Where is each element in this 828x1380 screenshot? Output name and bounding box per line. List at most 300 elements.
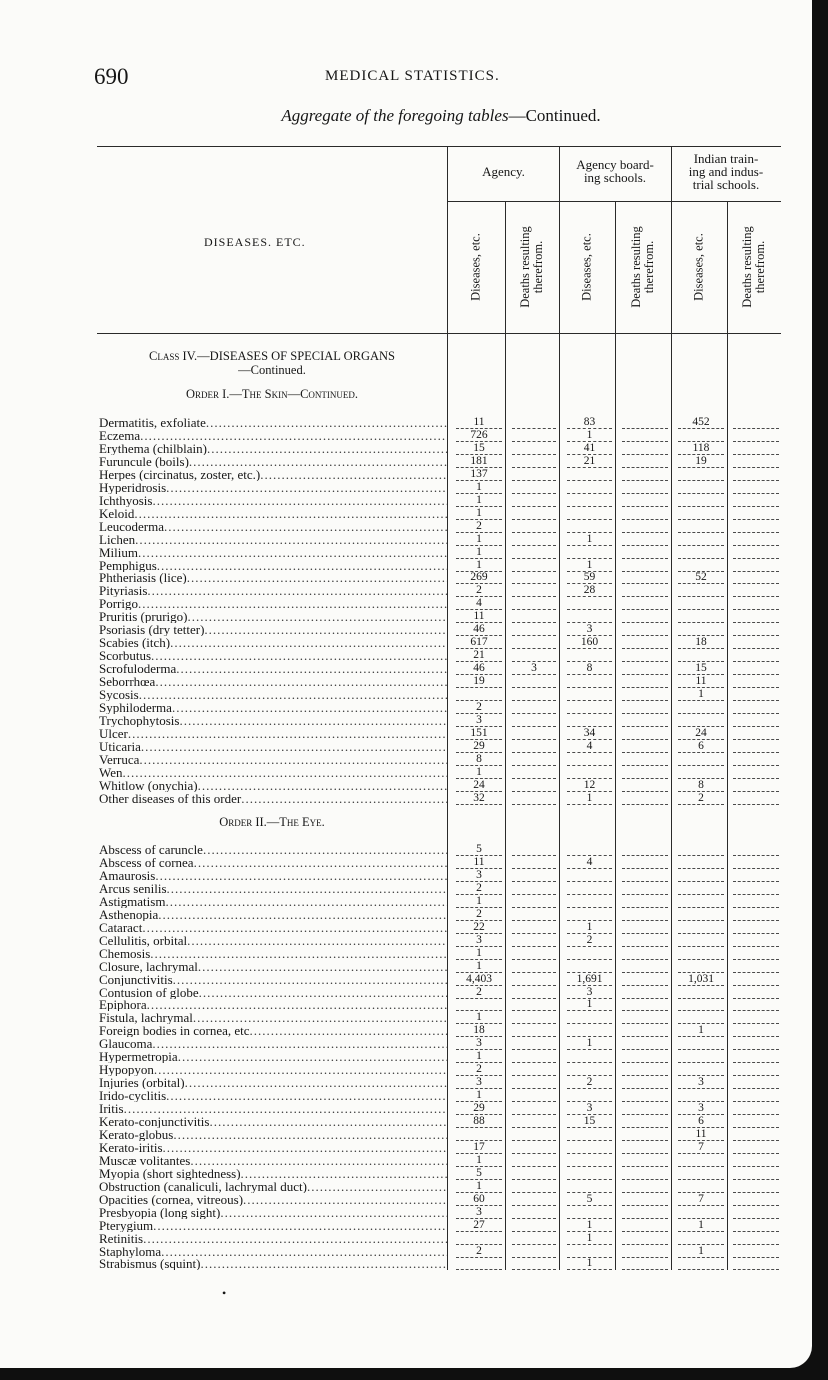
cell-boarding-deaths — [622, 973, 668, 986]
group-header-line: Indian train- — [693, 151, 759, 166]
cell-agency: 3 — [456, 869, 502, 882]
cell-boarding-deaths — [622, 546, 668, 559]
cell-indian — [678, 921, 724, 934]
cell-indian: 1 — [678, 1219, 724, 1232]
disease-label: Epiphora ..... — [99, 998, 447, 1011]
cell-boarding: 12 — [567, 779, 612, 792]
cell-indian — [678, 895, 724, 908]
cell-indian-deaths — [733, 1257, 779, 1270]
cell-agency: 3 — [456, 714, 502, 727]
group-header-indian — [671, 152, 781, 191]
cell-boarding: 1 — [567, 533, 612, 546]
cell-indian: 6 — [678, 1115, 724, 1128]
cell-agency-deaths — [512, 546, 556, 559]
cell-boarding-deaths — [622, 1037, 668, 1050]
cell-indian-deaths — [733, 986, 779, 999]
cell-indian — [678, 998, 724, 1011]
cell-agency-deaths — [512, 571, 556, 584]
cell-boarding — [567, 468, 612, 481]
cell-boarding: 34 — [567, 727, 612, 740]
cell-indian-deaths — [733, 494, 779, 507]
col-heading-indian-deaths — [741, 226, 767, 308]
cell-boarding-deaths — [622, 584, 668, 597]
cell-boarding-deaths — [622, 792, 668, 805]
cell-indian-deaths — [733, 623, 779, 636]
disease-label: Other diseases of this order ..... — [99, 792, 447, 805]
cell-indian-deaths — [733, 1206, 779, 1219]
disease-label: Glaucoma ..... — [99, 1037, 447, 1050]
cell-agency: 1 — [456, 1154, 502, 1167]
cell-agency-deaths — [512, 520, 556, 533]
disease-label: Milium ..... — [99, 546, 447, 559]
cell-indian-deaths — [733, 895, 779, 908]
column-rule — [727, 201, 728, 1270]
cell-agency-deaths — [512, 649, 556, 662]
cell-agency-deaths — [512, 494, 556, 507]
ink-mark: • — [222, 1286, 227, 1300]
cell-boarding-deaths — [622, 1063, 668, 1076]
cell-agency-deaths — [512, 1089, 556, 1102]
cell-boarding — [567, 947, 612, 960]
table-subtitle — [0, 106, 828, 126]
cell-boarding — [567, 688, 612, 701]
cell-indian: 7 — [678, 1141, 724, 1154]
cell-boarding-deaths — [622, 1193, 668, 1206]
cell-agency-deaths — [512, 856, 556, 869]
cell-agency-deaths — [512, 1050, 556, 1063]
group-header-boarding — [559, 158, 671, 184]
cell-indian: 6 — [678, 740, 724, 753]
cell-indian-deaths — [733, 908, 779, 921]
cell-indian: 15 — [678, 662, 724, 675]
cell-boarding — [567, 908, 612, 921]
cell-boarding: 1 — [567, 1219, 612, 1232]
disease-label: Ulcer ..... — [99, 727, 447, 740]
cell-boarding-deaths — [622, 1011, 668, 1024]
cell-boarding-deaths — [622, 1089, 668, 1102]
cell-indian-deaths — [733, 766, 779, 779]
cell-boarding-deaths — [622, 843, 668, 856]
cell-indian: 24 — [678, 727, 724, 740]
cell-agency-deaths — [512, 727, 556, 740]
col-heading-text: Diseases, etc. — [691, 233, 706, 301]
cell-indian-deaths — [733, 1024, 779, 1037]
cell-boarding-deaths — [622, 908, 668, 921]
cell-boarding — [567, 1063, 612, 1076]
cell-indian-deaths — [733, 559, 779, 572]
cell-indian — [678, 869, 724, 882]
disease-label: Presbyopia (long sight) ..... — [99, 1206, 447, 1219]
cell-indian: 7 — [678, 1193, 724, 1206]
cell-boarding: 1 — [567, 559, 612, 572]
cell-indian-deaths — [733, 1011, 779, 1024]
cell-indian — [678, 481, 724, 494]
cell-indian — [678, 429, 724, 442]
cell-indian: 11 — [678, 675, 724, 688]
class-heading — [97, 349, 447, 377]
cell-agency-deaths — [512, 701, 556, 714]
cell-boarding-deaths — [622, 934, 668, 947]
cell-boarding — [567, 1089, 612, 1102]
cell-agency: 88 — [456, 1115, 502, 1128]
cell-boarding-deaths — [622, 520, 668, 533]
cell-agency: 46 — [456, 623, 502, 636]
cell-agency-deaths — [512, 533, 556, 546]
cell-boarding-deaths — [622, 1257, 668, 1270]
cell-agency: 1 — [456, 960, 502, 973]
cell-agency-deaths — [512, 416, 556, 429]
cell-agency: 15 — [456, 442, 502, 455]
cell-boarding-deaths — [622, 494, 668, 507]
cell-boarding-deaths — [622, 416, 668, 429]
cell-agency: 2 — [456, 701, 502, 714]
cell-indian-deaths — [733, 1232, 779, 1245]
disease-label: Scabies (itch) ..... — [99, 636, 447, 649]
group-header-agency — [448, 165, 559, 178]
cell-indian — [678, 986, 724, 999]
cell-boarding-deaths — [622, 779, 668, 792]
cell-boarding-deaths — [622, 468, 668, 481]
cell-agency — [456, 1232, 502, 1245]
diseases-column-heading: DISEASES. ETC. — [204, 235, 306, 249]
disease-label: Chemosis ..... — [99, 947, 447, 960]
cell-boarding-deaths — [622, 571, 668, 584]
cell-indian: 452 — [678, 416, 724, 429]
cell-boarding — [567, 649, 612, 662]
disease-label: Astigmatism ..... — [99, 895, 447, 908]
column-rule — [671, 146, 672, 1270]
disease-label: Abscess of cornea ..... — [99, 856, 447, 869]
cell-indian-deaths — [733, 779, 779, 792]
cell-indian-deaths — [733, 882, 779, 895]
col-heading-text: Deaths resulting — [629, 226, 643, 308]
cell-agency-deaths — [512, 597, 556, 610]
cell-agency: 726 — [456, 429, 502, 442]
cell-boarding-deaths — [622, 649, 668, 662]
cell-agency-deaths — [512, 740, 556, 753]
disease-label: Muscæ volitantes ..... — [99, 1154, 447, 1167]
cell-boarding-deaths — [622, 869, 668, 882]
cell-agency: 2 — [456, 882, 502, 895]
cell-boarding — [567, 1024, 612, 1037]
cell-indian — [678, 520, 724, 533]
cell-agency: 18 — [456, 1024, 502, 1037]
cell-indian-deaths — [733, 1102, 779, 1115]
cell-indian-deaths — [733, 688, 779, 701]
cell-indian-deaths — [733, 947, 779, 960]
cell-agency-deaths — [512, 455, 556, 468]
cell-indian — [678, 559, 724, 572]
cell-indian: 18 — [678, 636, 724, 649]
cell-boarding — [567, 1167, 612, 1180]
cell-agency: 4 — [456, 597, 502, 610]
order-heading-skin: Order I.—The Skin—Continued. — [185, 387, 359, 401]
cell-boarding: 83 — [567, 416, 612, 429]
cell-boarding: 2 — [567, 1076, 612, 1089]
cell-boarding — [567, 1141, 612, 1154]
disease-label: Hyperidrosis ..... — [99, 481, 447, 494]
class-heading-line1 — [97, 349, 447, 363]
cell-indian — [678, 701, 724, 714]
cell-boarding-deaths — [622, 895, 668, 908]
cell-indian — [678, 610, 724, 623]
cell-indian-deaths — [733, 1050, 779, 1063]
cell-boarding: 1 — [567, 998, 612, 1011]
cell-boarding-deaths — [622, 714, 668, 727]
cell-agency: 3 — [456, 1037, 502, 1050]
cell-boarding: 1 — [567, 429, 612, 442]
cell-agency: 19 — [456, 675, 502, 688]
cell-indian: 19 — [678, 455, 724, 468]
class-heading-line2: —Continued. — [238, 363, 306, 377]
cell-boarding-deaths — [622, 662, 668, 675]
cell-agency: 1 — [456, 766, 502, 779]
cell-indian-deaths — [733, 998, 779, 1011]
cell-indian — [678, 1206, 724, 1219]
cell-agency: 2 — [456, 986, 502, 999]
group-header-line: trial schools. — [692, 177, 760, 192]
cell-agency-deaths — [512, 1219, 556, 1232]
disease-label: Staphyloma ..... — [99, 1245, 447, 1258]
disease-label: Kerato-iritis ..... — [99, 1141, 447, 1154]
cell-indian-deaths — [733, 520, 779, 533]
cell-indian: 118 — [678, 442, 724, 455]
cell-agency: 151 — [456, 727, 502, 740]
cell-indian-deaths — [733, 533, 779, 546]
disease-label: Myopia (short sightedness) ..... — [99, 1167, 447, 1180]
disease-label: Pemphigus ..... — [99, 559, 447, 572]
cell-boarding: 2 — [567, 934, 612, 947]
cell-agency-deaths — [512, 429, 556, 442]
disease-label: Herpes (circinatus, zoster, etc.) ..... — [99, 468, 447, 481]
cell-agency: 137 — [456, 468, 502, 481]
disease-label: Scrofuloderma ..... — [99, 662, 447, 675]
cell-indian — [678, 1037, 724, 1050]
cell-boarding-deaths — [622, 766, 668, 779]
cell-indian-deaths — [733, 1193, 779, 1206]
cell-agency: 2 — [456, 520, 502, 533]
cell-indian-deaths — [733, 1037, 779, 1050]
disease-label: Trychophytosis ..... — [99, 714, 447, 727]
cell-agency-deaths — [512, 960, 556, 973]
cell-indian — [678, 1167, 724, 1180]
cell-boarding-deaths — [622, 921, 668, 934]
cell-indian — [678, 649, 724, 662]
cell-boarding-deaths — [622, 507, 668, 520]
cell-boarding: 4 — [567, 856, 612, 869]
cell-boarding — [567, 753, 612, 766]
subtitle-continued: —Continued. — [508, 106, 601, 125]
cell-indian-deaths — [733, 507, 779, 520]
disease-label: Hypermetropia ..... — [99, 1050, 447, 1063]
cell-boarding-deaths — [622, 688, 668, 701]
cell-boarding-deaths — [622, 623, 668, 636]
disease-label: Retinitis ..... — [99, 1232, 447, 1245]
cell-agency: 1 — [456, 494, 502, 507]
cell-agency-deaths — [512, 792, 556, 805]
disease-label: Keloid ..... — [99, 507, 447, 520]
cell-boarding-deaths — [622, 675, 668, 688]
cell-indian-deaths — [733, 1115, 779, 1128]
cell-boarding-deaths — [622, 1115, 668, 1128]
cell-boarding — [567, 895, 612, 908]
cell-indian — [678, 1257, 724, 1270]
cell-agency-deaths — [512, 636, 556, 649]
disease-label: Strabismus (squint) ..... — [99, 1257, 447, 1270]
cell-boarding — [567, 714, 612, 727]
col-heading-text: Deaths resulting — [740, 226, 754, 308]
col-heading-text: Diseases, etc. — [468, 233, 483, 301]
cell-boarding: 3 — [567, 1102, 612, 1115]
cell-boarding — [567, 494, 612, 507]
cell-indian-deaths — [733, 921, 779, 934]
col-heading-text: therefrom. — [531, 240, 545, 294]
cell-boarding-deaths — [622, 856, 668, 869]
cell-indian-deaths — [733, 481, 779, 494]
cell-indian: 11 — [678, 1128, 724, 1141]
col-heading-text: Deaths resulting — [518, 226, 532, 308]
running-title: MEDICAL STATISTICS. — [325, 68, 500, 84]
cell-boarding-deaths — [622, 1076, 668, 1089]
cell-boarding-deaths — [622, 1024, 668, 1037]
disease-label: Foreign bodies in cornea, etc ..... — [99, 1024, 447, 1037]
cell-indian: 52 — [678, 571, 724, 584]
cell-agency: 181 — [456, 455, 502, 468]
disease-label: Iritis ..... — [99, 1102, 447, 1115]
cell-boarding: 5 — [567, 1193, 612, 1206]
cell-indian — [678, 947, 724, 960]
cell-agency-deaths — [512, 1024, 556, 1037]
disease-label: Leucoderma ..... — [99, 520, 447, 533]
cell-indian-deaths — [733, 714, 779, 727]
cell-agency-deaths — [512, 947, 556, 960]
disease-label: Injuries (orbital) ..... — [99, 1076, 447, 1089]
cell-agency: 17 — [456, 1141, 502, 1154]
cell-agency-deaths — [512, 714, 556, 727]
cell-boarding — [567, 1206, 612, 1219]
cell-boarding — [567, 610, 612, 623]
column-rule — [559, 146, 560, 1270]
disease-label: Porrigo ..... — [99, 597, 447, 610]
cell-agency-deaths — [512, 610, 556, 623]
disease-label: Lichen ..... — [99, 533, 447, 546]
disease-label: Eczema ..... — [99, 429, 447, 442]
cell-indian-deaths — [733, 727, 779, 740]
cell-agency: 3 — [456, 1076, 502, 1089]
cell-indian — [678, 1050, 724, 1063]
cell-indian — [678, 934, 724, 947]
cell-boarding-deaths — [622, 701, 668, 714]
cell-agency: 2 — [456, 1063, 502, 1076]
cell-indian-deaths — [733, 610, 779, 623]
cell-indian — [678, 766, 724, 779]
cell-agency — [456, 1128, 502, 1141]
cell-boarding — [567, 1128, 612, 1141]
disease-label: Pityriasis ..... — [99, 584, 447, 597]
disease-label: Furuncule (boils) ..... — [99, 455, 447, 468]
cell-agency: 1 — [456, 481, 502, 494]
cell-boarding: 41 — [567, 442, 612, 455]
cell-indian-deaths — [733, 675, 779, 688]
cell-indian-deaths — [733, 1154, 779, 1167]
disease-label: Phtheriasis (lice) ..... — [99, 571, 447, 584]
cell-boarding-deaths — [622, 559, 668, 572]
cell-agency: 1 — [456, 546, 502, 559]
cell-boarding: 160 — [567, 636, 612, 649]
cell-agency: 269 — [456, 571, 502, 584]
cell-boarding — [567, 1011, 612, 1024]
cell-boarding — [567, 597, 612, 610]
cell-agency: 1 — [456, 1011, 502, 1024]
cell-agency: 1 — [456, 947, 502, 960]
group-header-line: Agency board- — [576, 157, 654, 172]
cell-indian — [678, 753, 724, 766]
disease-label: Fistula, lachrymal ..... — [99, 1011, 447, 1024]
cell-agency-deaths — [512, 1141, 556, 1154]
cell-indian — [678, 856, 724, 869]
cell-agency: 60 — [456, 1193, 502, 1206]
cell-boarding: 1,691 — [567, 973, 612, 986]
cell-boarding-deaths — [622, 1128, 668, 1141]
cell-indian-deaths — [733, 584, 779, 597]
cell-indian — [678, 597, 724, 610]
col-heading-boarding-deaths — [630, 226, 656, 308]
cell-indian-deaths — [733, 960, 779, 973]
disease-label: Sycosis ..... — [99, 688, 447, 701]
cell-boarding-deaths — [622, 740, 668, 753]
disease-label: Hypopyon ..... — [99, 1063, 447, 1076]
cell-boarding: 1 — [567, 1257, 612, 1270]
disease-label: Seborrhœa ..... — [99, 675, 447, 688]
disease-label: Uticaria ..... — [99, 740, 447, 753]
cell-boarding — [567, 960, 612, 973]
cell-boarding-deaths — [622, 1167, 668, 1180]
disease-label: Conjunctivitis ..... — [99, 973, 447, 986]
cell-agency-deaths — [512, 753, 556, 766]
cell-boarding-deaths — [622, 1154, 668, 1167]
cell-indian — [678, 882, 724, 895]
cell-boarding — [567, 1050, 612, 1063]
cell-boarding: 8 — [567, 662, 612, 675]
cell-agency: 1 — [456, 559, 502, 572]
disease-label: Verruca ..... — [99, 753, 447, 766]
cell-indian — [678, 546, 724, 559]
cell-boarding-deaths — [622, 998, 668, 1011]
cell-agency: 5 — [456, 1167, 502, 1180]
disease-label: Amaurosis ..... — [99, 869, 447, 882]
cell-agency-deaths — [512, 1076, 556, 1089]
cell-boarding-deaths — [622, 960, 668, 973]
cell-agency: 29 — [456, 740, 502, 753]
cell-agency-deaths — [512, 1180, 556, 1193]
cell-indian-deaths — [733, 973, 779, 986]
cell-boarding-deaths — [622, 1219, 668, 1232]
cell-boarding-deaths — [622, 429, 668, 442]
cell-boarding-deaths — [622, 1206, 668, 1219]
cell-agency-deaths — [512, 1011, 556, 1024]
cell-agency-deaths — [512, 779, 556, 792]
cell-indian — [678, 1180, 724, 1193]
cell-indian-deaths — [733, 1219, 779, 1232]
group-header-line: Agency. — [482, 164, 525, 179]
class-heading-class: Class IV. — [148, 349, 198, 363]
cell-indian: 2 — [678, 792, 724, 805]
cell-agency: 1 — [456, 1089, 502, 1102]
cell-indian — [678, 1063, 724, 1076]
cell-agency-deaths — [512, 481, 556, 494]
cell-indian — [678, 507, 724, 520]
cell-indian-deaths — [733, 856, 779, 869]
